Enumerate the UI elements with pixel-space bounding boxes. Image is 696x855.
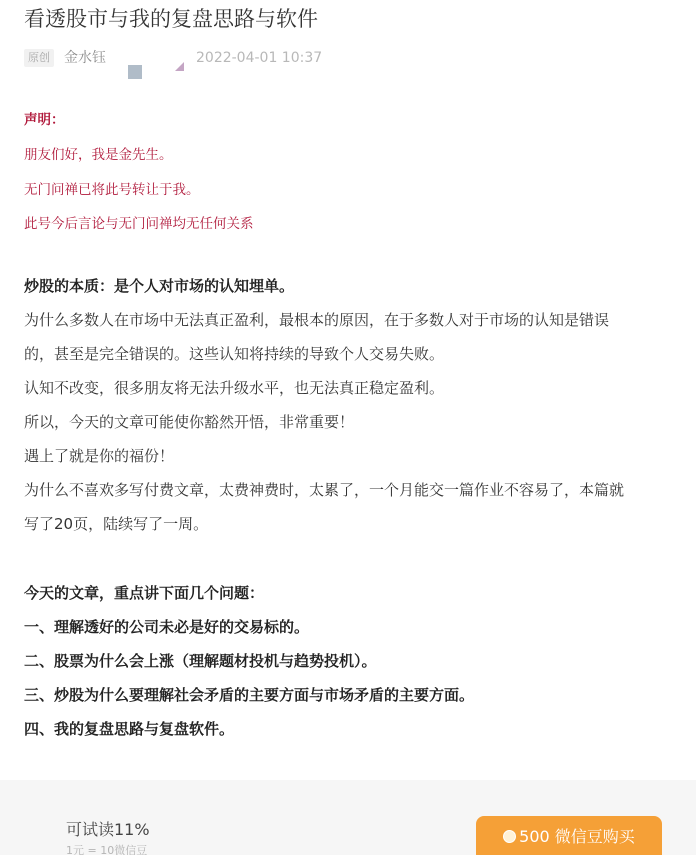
exchange-rate-text: 1元 = 10微信豆 (66, 844, 148, 855)
topics-heading: 今天的文章，重点讲下面几个问题： (24, 584, 265, 602)
coin-icon (503, 830, 516, 843)
image-blot-triangle (175, 62, 184, 71)
buy-button[interactable] (476, 816, 662, 855)
author-link[interactable]: 金水钰 (64, 50, 106, 66)
intro-heading: 炒股的本质：是个人对市场的认知埋单。 (24, 277, 295, 295)
trial-read-text: 可试读11% (66, 820, 150, 839)
buy-button-label: 500 微信豆购买 (519, 827, 635, 846)
body-line: 所以，今天的文章可能使你豁然开悟，非常重要！ (24, 413, 355, 431)
topic-item: 一、理解透好的公司未必是好的交易标的。 (24, 618, 310, 636)
paywall-bar (0, 780, 696, 855)
topic-item: 三、炒股为什么要理解社会矛盾的主要方面与市场矛盾的主要方面。 (24, 686, 475, 704)
original-badge: 原创 (24, 49, 54, 67)
image-blot-square (128, 65, 142, 79)
declaration-heading: 声明： (24, 112, 65, 128)
body-line: 认知不改变，很多朋友将无法升级水平，也无法真正稳定盈利。 (24, 379, 445, 397)
body-line: 的，甚至是完全错误的。这些认知将持续的导致个人交易失败。 (24, 345, 445, 363)
declaration-line: 此号今后言论与无门问禅均无任何关系 (24, 216, 254, 232)
body-line: 为什么多数人在市场中无法真正盈利，最根本的原因，在于多数人对于市场的认知是错误 (24, 311, 610, 329)
declaration-line: 无门问禅已将此号转让于我。 (24, 182, 200, 198)
body-line: 写了20页，陆续写了一周。 (24, 515, 209, 533)
article-title: 看透股市与我的复盘思路与软件 (24, 7, 318, 31)
body-line: 遇上了就是你的福份！ (24, 447, 175, 465)
declaration-line: 朋友们好，我是金先生。 (24, 147, 173, 163)
body-line: 为什么不喜欢多写付费文章，太费神费时，太累了，一个月能交一篇作业不容易了，本篇就 (24, 481, 625, 499)
topic-item: 四、我的复盘思路与复盘软件。 (24, 720, 235, 738)
publish-date: 2022-04-01 10:37 (196, 50, 323, 66)
topic-item: 二、股票为什么会上涨（理解题材投机与趋势投机）。 (24, 652, 377, 670)
